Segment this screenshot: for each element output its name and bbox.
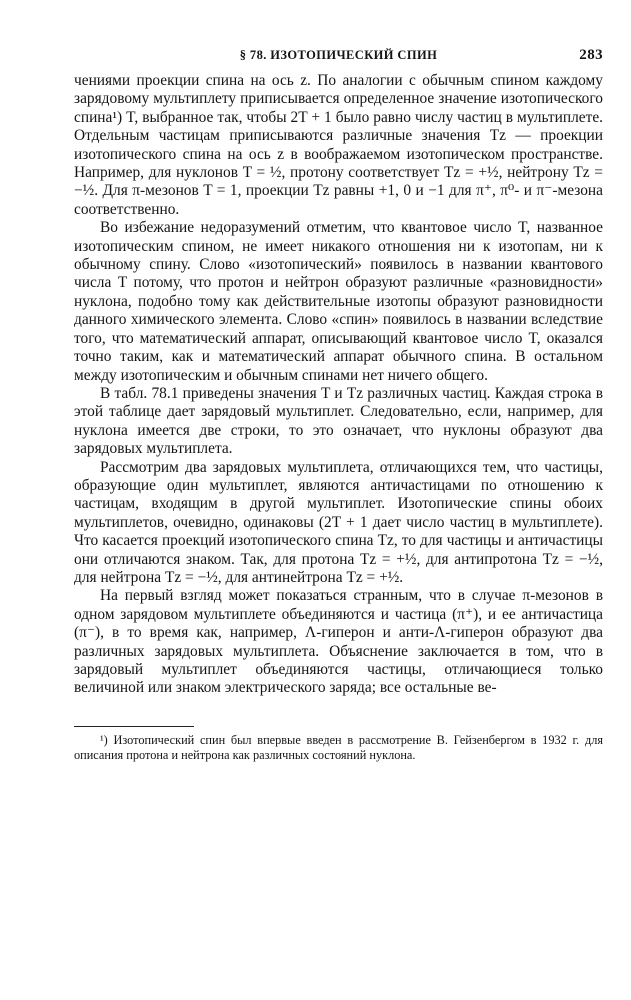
footnote: ¹) Изотопический спин был впервые введен в рассмотрение В. Гейзенбергом в 1932 г. для описания протона и нейтрона как различных состояний нуклона. xyxy=(74,732,603,763)
paragraph-continued: чениями проекции спина на ось z. По аналогии с обычным спином каждому зарядовому мультиплету приписывается определенное значение изотопического спина¹) T, выбранное так, чтобы 2T + 1 было равно числу частиц в мультиплете. Отдельным частицам приписываются различные значения Tz — проекции изотопического спина на ось z в воображаемом изотопическом пространстве. Например, для нуклонов T = ½, протону соответствует Tz = +½, нейтрону Tz = −½. Для π-мезонов T = 1, проекции Tz равны +1, 0 и −1 для π⁺, π⁰- и π⁻-мезона соответственно. xyxy=(74,72,603,218)
paragraph: Рассмотрим два зарядовых мультиплета, отличающихся тем, что частицы, образующие один мультиплет, являются античастицами по отношению к частицам, входящим в другой мультиплет. Изотопические спины обоих мультиплетов, очевидно, одинаковы (2T + 1 дает число частиц в мультиплете). Что касается проекций изотопического спина Tz, то для частицы и античастицы они отличаются знаком. Так, для протона Tz = +½, для антипротона Tz = −½, для нейтрона Tz = −½, для антинейтрона Tz = +½. xyxy=(74,458,603,586)
page-number: 283 xyxy=(579,47,603,63)
main-text xyxy=(74,72,603,698)
paragraph: В табл. 78.1 приведены значения T и Tz различных частиц. Каждая строка в этой таблице дает зарядовый мультиплет. Следовательно, если, например, для нуклона имеется две строки, то это означает, что нуклоны образуют два зарядовых мультиплета. xyxy=(74,384,603,458)
paragraph: Во избежание недоразумений отметим, что квантовое число T, названное изотопическим спином, не имеет никакого отношения ни к изотопам, ни к обычному спину. Слово «изотопический» появилось в названии квантового числа T потому, что протон и нейтрон образуют различные «разновидности» нуклона, подобно тому как действительные изотопы образуют разновидности данного химического элемента. Слово «спин» появилось в названии вследствие того, что математический аппарат, описывающий квантовое число T, оказался точно таким, как и математический аппарат обычного спина. В остальном между изотопическим и обычным спинами нет ничего общего. xyxy=(74,219,603,384)
section-title: § 78. ИЗОТОПИЧЕСКИЙ СПИН xyxy=(239,48,438,62)
paragraph: На первый взгляд может показаться странным, что в случае π-мезонов в одном зарядовом мультиплете объединяются и частица (π⁺), и ее античастица (π⁻), в то время как, например, Λ-гиперон и анти-Λ-гиперон образуют два различных зарядовых мультиплета. Объяснение заключается в том, что в зарядовый мультиплет объединяются частицы, отличающиеся только величиной или знаком электрического заряда; все остальные ве- xyxy=(74,587,603,697)
footnote-divider xyxy=(74,726,194,727)
running-header xyxy=(74,48,603,72)
